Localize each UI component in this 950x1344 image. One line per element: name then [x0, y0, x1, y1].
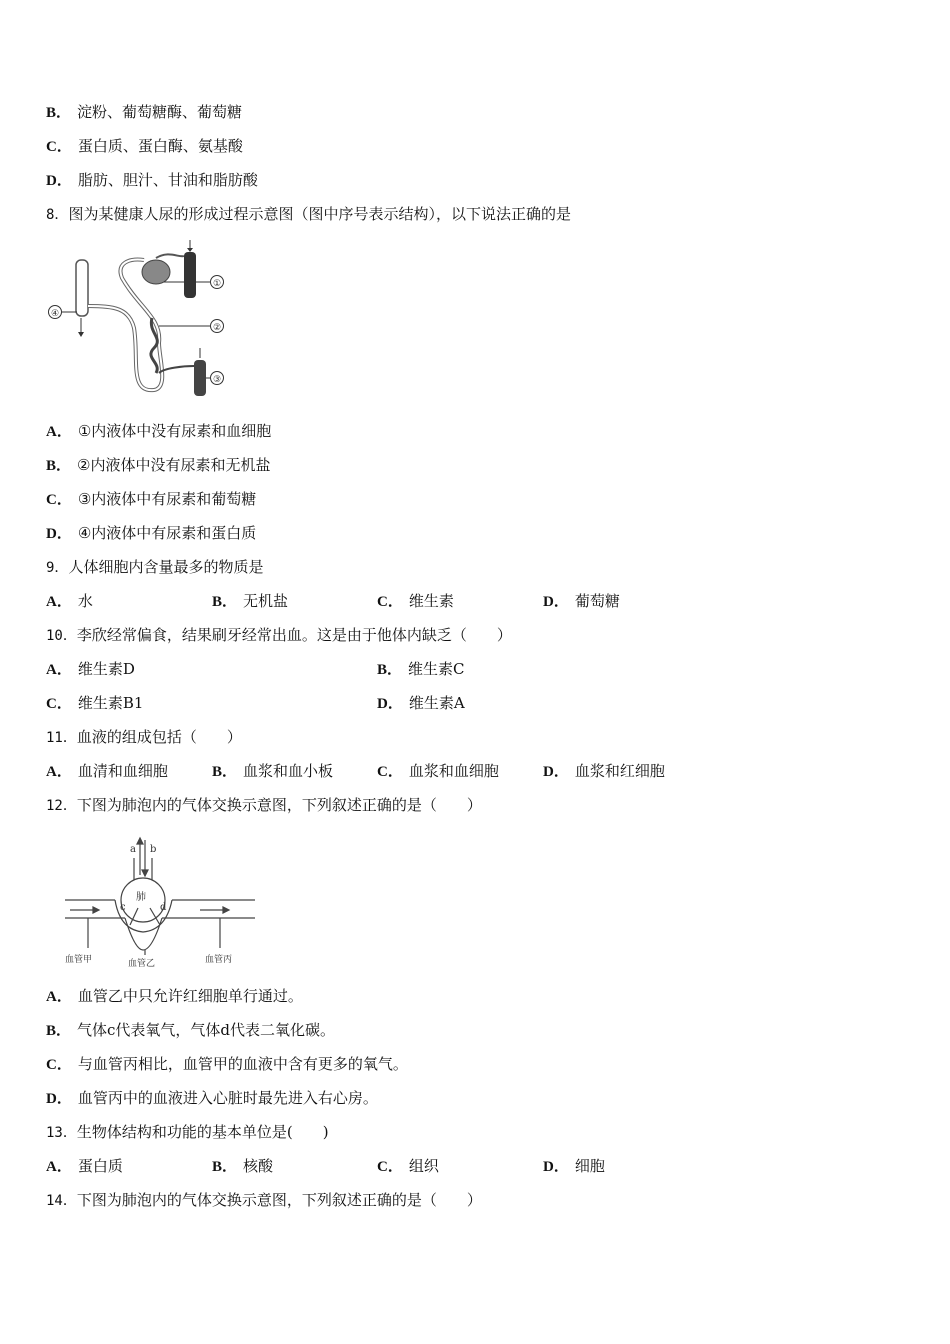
option-label: D．	[377, 696, 403, 712]
option-text: 血清和血细胞	[77, 762, 168, 780]
question-number: 11．	[46, 730, 77, 746]
q8-option-b	[46, 455, 270, 476]
q12-stem	[46, 795, 482, 816]
option-label: B．	[212, 594, 238, 610]
option-label: D．	[543, 1159, 569, 1175]
option-text: 蛋白质	[77, 1157, 123, 1175]
option-text: 维生素C	[408, 660, 465, 678]
option-text: 血浆和红细胞	[574, 762, 665, 780]
option-label: C．	[377, 594, 403, 610]
q14-stem	[46, 1190, 482, 1211]
option-text: 维生素A	[408, 694, 465, 712]
q9-stem	[46, 557, 263, 578]
option-text: 血管乙中只允许红细胞单行通过。	[77, 987, 303, 1005]
option-label: C．	[377, 764, 403, 780]
option-text: 气体c代表氧气，气体d代表二氧化碳。	[77, 1021, 336, 1039]
option-text: 组织	[408, 1157, 439, 1175]
q13-option-c	[377, 1156, 439, 1177]
question-number: 13．	[46, 1125, 77, 1141]
label-vessel-jia: 血管甲	[65, 955, 93, 965]
q11-option-c	[377, 761, 499, 782]
q10-option-d	[377, 693, 465, 714]
label-vessel-yi: 血管乙	[128, 959, 156, 969]
q10-option-c	[46, 693, 143, 714]
option-text: ②内液体中没有尿素和无机盐	[77, 456, 271, 474]
question-text: 生物体结构和功能的基本单位是( )	[76, 1123, 329, 1141]
question-text: 下图为肺泡内的气体交换示意图，下列叙述正确的是（ ）	[76, 796, 482, 814]
option-text: ④内液体中有尿素和蛋白质	[77, 524, 257, 542]
option-text: 核酸	[243, 1157, 274, 1175]
option-label: B．	[46, 458, 72, 474]
question-number: 12．	[46, 798, 77, 814]
option-label: C．	[46, 139, 72, 155]
q12-option-d	[46, 1088, 378, 1109]
option-text: 与血管丙相比，血管甲的血液中含有更多的氧气。	[77, 1055, 408, 1073]
question-number: 10．	[46, 628, 77, 644]
option-text: 血浆和血小板	[243, 762, 334, 780]
option-text: 水	[77, 592, 93, 610]
question-number: 14．	[46, 1193, 77, 1209]
label-d: d	[160, 902, 167, 913]
option-label: A．	[46, 989, 72, 1005]
kidney-nephron-diagram	[44, 238, 234, 403]
option-label: B．	[377, 662, 403, 678]
option-label: D．	[543, 594, 569, 610]
option-text: 蛋白质、蛋白酶、氨基酸	[77, 137, 243, 155]
option-label: A．	[46, 764, 72, 780]
q12-option-a	[46, 986, 303, 1007]
q9-option-a	[46, 591, 93, 612]
option-label: D．	[46, 526, 72, 542]
option-label: C．	[377, 1159, 403, 1175]
option-text: 无机盐	[243, 592, 289, 610]
label-2: ②	[212, 323, 222, 333]
q10-stem	[46, 625, 512, 646]
question-text: 人体细胞内含量最多的物质是	[68, 558, 264, 576]
option-text: ①内液体中没有尿素和血细胞	[77, 422, 272, 440]
q13-option-a	[46, 1156, 123, 1177]
label-1: ①	[212, 279, 222, 289]
option-text: 维生素D	[77, 660, 135, 678]
option-text: 葡萄糖	[574, 592, 620, 610]
option-label: B．	[212, 1159, 238, 1175]
q11-stem	[46, 727, 242, 748]
q10-option-a	[46, 659, 135, 680]
question-number: 8．	[46, 207, 69, 223]
q9-option-b	[212, 591, 288, 612]
q7-option-d	[46, 170, 258, 191]
option-label: C．	[46, 696, 72, 712]
option-label: A．	[46, 662, 72, 678]
option-label: B．	[46, 1023, 72, 1039]
label-lung: 肺	[136, 892, 146, 903]
option-label: C．	[46, 1057, 72, 1073]
label-vessel-bing: 血管丙	[205, 955, 233, 965]
option-text: 维生素	[408, 592, 454, 610]
option-label: D．	[543, 764, 569, 780]
label-a: a	[130, 844, 136, 855]
option-label: D．	[46, 1091, 72, 1107]
label-4: ④	[50, 309, 60, 319]
option-label: D．	[46, 173, 72, 189]
q8-stem	[46, 204, 571, 225]
q8-option-a	[46, 421, 271, 442]
q8-option-d	[46, 523, 256, 544]
q12-option-c	[46, 1054, 408, 1075]
option-text: 血管丙中的血液进入心脏时最先进入右心房。	[77, 1089, 378, 1107]
q12-option-b	[46, 1020, 335, 1041]
label-3: ③	[212, 375, 222, 385]
question-text: 李欣经常偏食，结果刷牙经常出血。这是由于他体内缺乏（ ）	[76, 626, 512, 644]
option-text: 脂肪、胆汁、甘油和脂肪酸	[77, 171, 258, 189]
q9-option-c	[377, 591, 454, 612]
option-text: 细胞	[574, 1157, 605, 1175]
option-text: 维生素B1	[77, 694, 144, 712]
q13-stem	[46, 1122, 329, 1143]
question-text: 血液的组成包括（ ）	[76, 728, 242, 746]
q13-option-b	[212, 1156, 273, 1177]
question-text: 下图为肺泡内的气体交换示意图，下列叙述正确的是（ ）	[76, 1191, 482, 1209]
option-text: 血浆和血细胞	[408, 762, 499, 780]
label-c: c	[120, 902, 126, 913]
option-label: B．	[46, 105, 72, 121]
option-label: A．	[46, 594, 72, 610]
q9-option-d	[543, 591, 620, 612]
alveolus-gas-exchange-diagram	[60, 830, 260, 970]
option-label: B．	[212, 764, 238, 780]
question-number: 9．	[46, 560, 69, 576]
q10-option-b	[377, 659, 465, 680]
q13-option-d	[543, 1156, 605, 1177]
q11-option-b	[212, 761, 333, 782]
q8-option-c	[46, 489, 256, 510]
q11-option-d	[543, 761, 665, 782]
q11-option-a	[46, 761, 168, 782]
option-label: A．	[46, 1159, 72, 1175]
q7-option-b	[46, 102, 242, 123]
question-text: 图为某健康人尿的形成过程示意图（图中序号表示结构），以下说法正确的是	[68, 205, 571, 223]
option-text: 淀粉、葡萄糖酶、葡萄糖	[77, 103, 243, 121]
option-label: C．	[46, 492, 72, 508]
label-b: b	[150, 844, 157, 855]
option-label: A．	[46, 424, 72, 440]
q7-option-c	[46, 136, 243, 157]
option-text: ③内液体中有尿素和葡萄糖	[77, 490, 257, 508]
